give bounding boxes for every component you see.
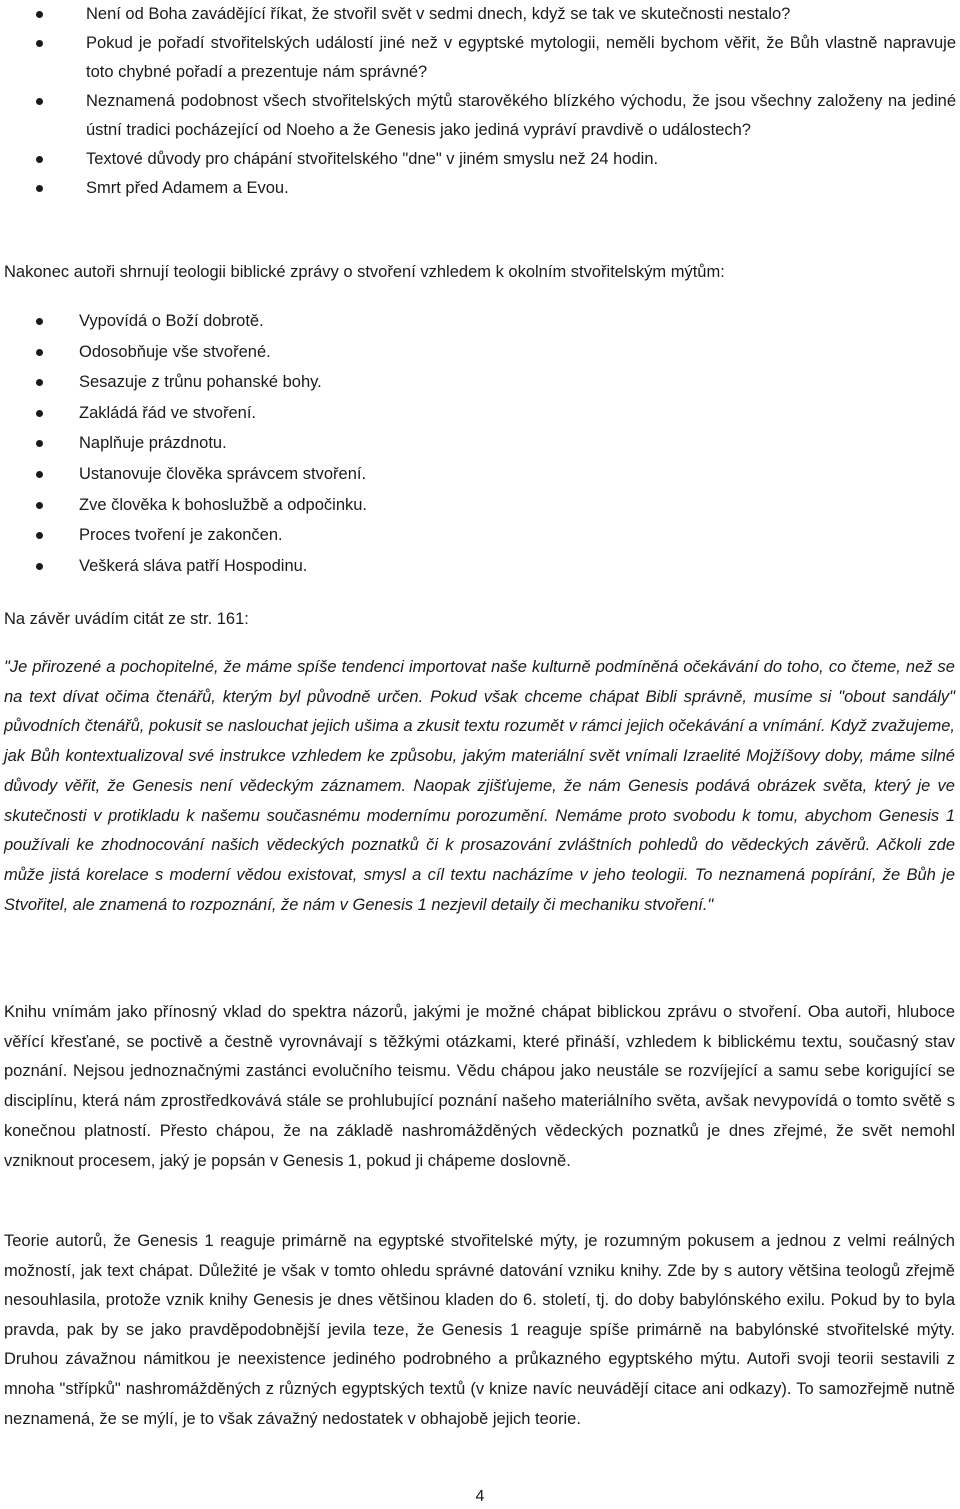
bullet-icon — [36, 502, 43, 509]
list-item — [36, 145, 956, 174]
bullet-icon — [36, 318, 43, 325]
list-item-text: Odosobňuje vše stvořené. — [79, 342, 271, 361]
bullet-icon — [36, 440, 43, 447]
list-item-text: Proces tvoření je zakončen. — [79, 526, 283, 545]
list-item-text: Naplňuje prázdnotu. — [79, 434, 227, 453]
bullet-icon — [36, 349, 43, 356]
conclusion-intro: Na závěr uvádím citát ze str. 161: — [4, 610, 249, 628]
list-item-text: Veškerá sláva patří Hospodinu. — [79, 556, 308, 575]
list-item — [36, 490, 936, 521]
bullet-icon — [36, 563, 43, 570]
list-item-text: Smrt před Adamem a Evou. — [86, 179, 289, 197]
summary-list — [36, 306, 936, 581]
bullet-icon — [36, 471, 43, 478]
list-item — [36, 428, 936, 459]
list-item — [36, 87, 956, 145]
bullet-icon — [36, 379, 43, 386]
list-item — [36, 459, 936, 490]
review-paragraph: Knihu vnímám jako přínosný vklad do spektra názorů, jakými je možné chápat biblickou zprávu o stvoření. Oba autoři, hluboce věřící křesťané, se poctivě a čestně vyrovnávají s těžkými otázkami, které přináší, vzhledem k biblickému textu, současný stav poznání. Nejsou jednoznačnými zastánci evolučního teismu. Vědu chápou jako neustále se rozvíjející a samu sebe korigující se disciplínu, která nám zprostředkovává stále se prohlubující poznání našeho materiálního světa, avšak nevypovídá o tomto světě s konečnou platností. Přesto chápou, že na základě nashromážděných vědeckých poznatků je dnes zřejmé, že svět nemohl vzniknout procesem, jaký je popsán v Genesis 1, pokud ji chápeme doslovně. — [4, 1003, 955, 1170]
list-item — [36, 551, 936, 582]
list-item-text: Vypovídá o Boží dobrotě. — [79, 312, 264, 330]
bullet-icon — [36, 11, 43, 18]
list-item — [36, 398, 936, 429]
list-item-text: Textové důvody pro chápání stvořitelského "dne" v jiném smyslu než 24 hodin. — [86, 150, 659, 168]
list-item-text: Není od Boha zavádějící říkat, že stvořil svět v sedmi dnech, když se tak ve skutečnosti nestalo? — [86, 5, 791, 23]
bullet-icon — [36, 532, 43, 539]
quote-paragraph: "Je přirozené a pochopitelné, že máme spíše tendenci importovat naše kulturně podmíněná očekávání do toho, co čteme, než se na text dívat očima čtenářů, kterým byl původně určen. Pokud však chceme chápat Bibli správně, musíme si "obout sandály" původních čtenářů, pokusit se naslouchat jejich ušima a zkusit textu rozumět v rámci jejich očekávání a vnímání. Když zvažujeme, jak Bůh kontextualizoval své instrukce vzhledem ke způsobu, jakým materiální svět vnímali Izraelité Mojžíšovy doby, máme silné důvody věřit, že Genesis není vědeckým záznamem. Naopak zjišťujeme, že nám Genesis podává obrázek světa, který je ve skutečnosti v protikladu k našemu současnému modernímu porozumění. Nemáme proto svobodu k tomu, abychom Genesis 1 používali ke zhodnocování našich vědeckých poznatků či k prosazování zvláštních pohledů do vědeckých závěrů. Ačkoli zde může jistá korelace s moderní vědou existovat, smysl a cíl textu nacházíme v jeho teologii. To neznamená popírání, že Bůh je Stvořitel, ale znamená to rozpoznání, že nám v Genesis 1 nezjevil detaily či mechaniku stvoření." — [4, 658, 955, 914]
critique-paragraph: Teorie autorů, že Genesis 1 reaguje primárně na egyptské stvořitelské mýty, je rozumným pokusem a jednou z velmi reálných možností, jak text chápat. Důležité je však v tomto ohledu správné datování vzniku knihy. Zde by s autory většina teologů zřejmě nesouhlasila, protože vznik knihy Genesis je dnes většinou kladen do 6. století, tj. do doby babylónského exilu. Pokud by to byla pravda, pak by se jako pravděpodobnější jevila teze, že Genesis 1 reaguje spíše primárně na babylónské stvořitelské mýty. Druhou závažnou námitkou je neexistence jediného podrobného a průkazného egyptského mýtu. Autoři svoji teorii sestavili z mnoha "střípků" nashromážděných z různých egyptských textů (v knize navíc neuvádějí citace ani odkazy). To samozřejmě nutně neznamená, že se mýlí, je to však závažný nedostatek v obhajobě jejich teorie. — [4, 1232, 955, 1428]
bullet-icon — [36, 98, 43, 105]
question-list — [36, 0, 956, 203]
list-item-text: Zve člověka k bohoslužbě a odpočinku. — [79, 495, 368, 514]
bullet-icon — [36, 40, 43, 47]
bullet-icon — [36, 156, 43, 163]
page-number: 4 — [475, 1488, 485, 1505]
bullet-icon — [36, 185, 43, 192]
list-item — [36, 29, 956, 87]
bullet-icon — [36, 410, 43, 417]
list-item — [36, 306, 936, 337]
list-item — [36, 337, 936, 368]
list-item-text: Zakládá řád ve stvoření. — [79, 403, 257, 422]
list-item-text: Neznamená podobnost všech stvořitelských mýtů starověkého blízkého východu, že jsou všechny založeny na jediné ústní tradici pocházející od Noeho a že Genesis jako jediná vypráví pravdivě o událostech? — [86, 92, 956, 139]
list-item — [36, 0, 956, 29]
list-item — [36, 367, 936, 398]
list-item-text: Ustanovuje člověka správcem stvoření. — [79, 464, 367, 483]
list-item — [36, 174, 956, 203]
list-item-text: Pokud je pořadí stvořitelských událostí jiné než v egyptské mytologii, neměli bychom věřit, že Bůh vlastně napravuje toto chybné pořadí a prezentuje nám správné? — [86, 34, 956, 81]
list-item-text: Sesazuje z trůnu pohanské bohy. — [79, 373, 322, 392]
list-item — [36, 520, 936, 551]
summary-intro: Nakonec autoři shrnují teologii biblické zprávy o stvoření vzhledem k okolním stvořitelským mýtům: — [4, 263, 725, 281]
